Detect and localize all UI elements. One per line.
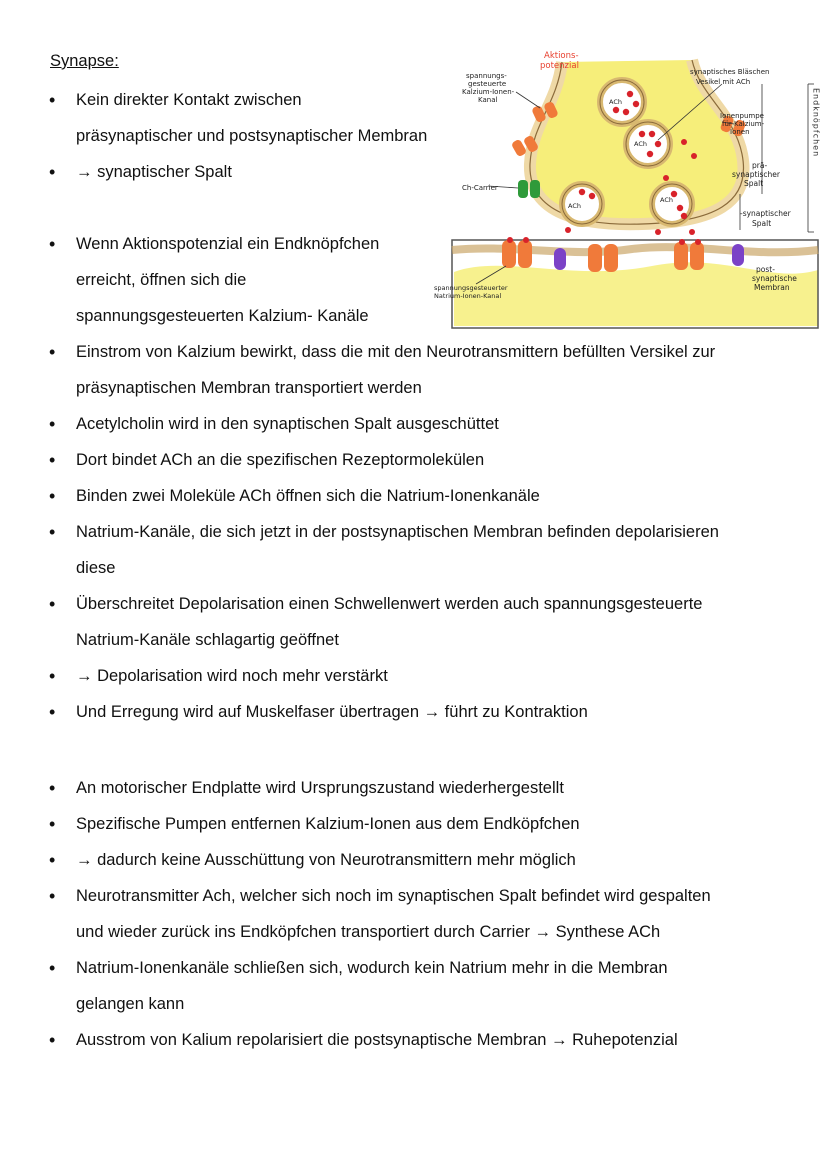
bullet-item-continuation: spannungsgesteuerten Kalzium- Kanäle: [76, 307, 369, 325]
bullet-item: • → Depolarisation wird noch mehr verstärkt: [0, 658, 828, 694]
bullet-item-continuation: Natrium-Kanäle schlagartig geöffnet: [76, 631, 339, 649]
bullet-item: • → dadurch keine Ausschüttung von Neurotransmittern mehr möglich: [0, 842, 828, 878]
bullet-list-reset: [0, 770, 828, 1058]
vesicle: [600, 80, 644, 124]
bullet-item-continuation: gelangen kann: [76, 995, 185, 1013]
bullet-item: • Acetylcholin wird in den synaptischen Spalt ausgeschüttet: [0, 406, 828, 442]
bullet-item: • Spezifische Pumpen entfernen Kalzium-Ionen aus dem Endköpfchen: [0, 806, 828, 842]
label-synapt-spalt: -synaptischer Spalt: [740, 209, 791, 228]
bullet-item: • Kein direkter Kontakt zwischen: [0, 82, 828, 118]
label-vesikel: synaptisches Bläschen Vesikel mit ACh: [690, 68, 770, 86]
page-title: Synapse:: [50, 52, 119, 70]
vesicle: [626, 122, 670, 166]
bullet-item: • Neurotransmitter Ach, welcher sich noch im synaptischen Spalt befindet wird gespalten: [0, 878, 828, 914]
bullet-item: • → synaptischer Spalt: [0, 154, 828, 190]
bullet-item-continuation: erreicht, öffnen sich die: [76, 271, 247, 289]
label-aktionspotenzial: Aktions- potenzial: [540, 51, 579, 71]
label-endknoepfchen: Endknöpfchen: [811, 88, 821, 158]
bullet-item: • Ausstrom von Kalium repolarisiert die postsynaptische Membran → Ruhepotenzial: [0, 1022, 828, 1058]
bullet-item: • Und Erregung wird auf Muskelfaser übertragen → führt zu Kontraktion: [0, 694, 828, 730]
bullet-item: • Dort bindet ACh an die spezifischen Rezeptormolekülen: [0, 442, 828, 478]
bullet-item-continuation: präsynaptischer und postsynaptischer Membran: [76, 127, 428, 145]
bullet-item-continuation: und wieder zurück ins Endköpfchen transportiert durch Carrier → Synthese ACh: [76, 923, 661, 941]
synapse-diagram: [422, 44, 822, 334]
bullet-item: • Einstrom von Kalzium bewirkt, dass die mit den Neurotransmittern befüllten Versikel zur: [0, 334, 828, 370]
receptor-purple: [732, 244, 744, 266]
label-kalzium-kanal: spannungs- gesteuerte Kalzium-Ionen- Kanal: [462, 72, 515, 104]
label-ach: ACh: [634, 140, 647, 148]
bullet-item: • Binden zwei Moleküle ACh öffnen sich die Natrium-Ionenkanäle: [0, 478, 828, 514]
label-prae-spalt: prä- synaptischer Spalt: [732, 161, 780, 188]
label-ach: ACh: [609, 98, 622, 106]
label-carrier: Ch-Carrier: [462, 184, 498, 192]
receptor-purple: [554, 248, 566, 270]
bullet-item: • Überschreitet Depolarisation einen Schwellenwert werden auch spannungsgesteuerte: [0, 586, 828, 622]
label-ach: ACh: [660, 196, 673, 204]
vesicle-docked: [652, 184, 692, 224]
bullet-item-continuation: diese: [76, 559, 116, 577]
label-ionenpumpe: Ionenpumpe für Kalzium- Ionen: [720, 112, 765, 136]
label-natrium-kanal: spannungsgesteuerter Natrium-Ionen-Kanal: [434, 284, 508, 300]
bullet-item-continuation: präsynaptischen Membran transportiert werden: [76, 379, 422, 397]
bullet-item: • Natrium-Ionenkanäle schließen sich, wodurch kein Natrium mehr in die Membran: [0, 950, 828, 986]
label-ach: ACh: [568, 202, 581, 210]
label-post-membran: post- synaptische Membran: [752, 265, 797, 292]
bullet-item: • An motorischer Endplatte wird Ursprungszustand wiederhergestellt: [0, 770, 828, 806]
bullet-item: • Natrium-Kanäle, die sich jetzt in der postsynaptischen Membran befinden depolarisieren: [0, 514, 828, 550]
bullet-item: • Wenn Aktionspotenzial ein Endknöpfchen: [0, 226, 476, 262]
